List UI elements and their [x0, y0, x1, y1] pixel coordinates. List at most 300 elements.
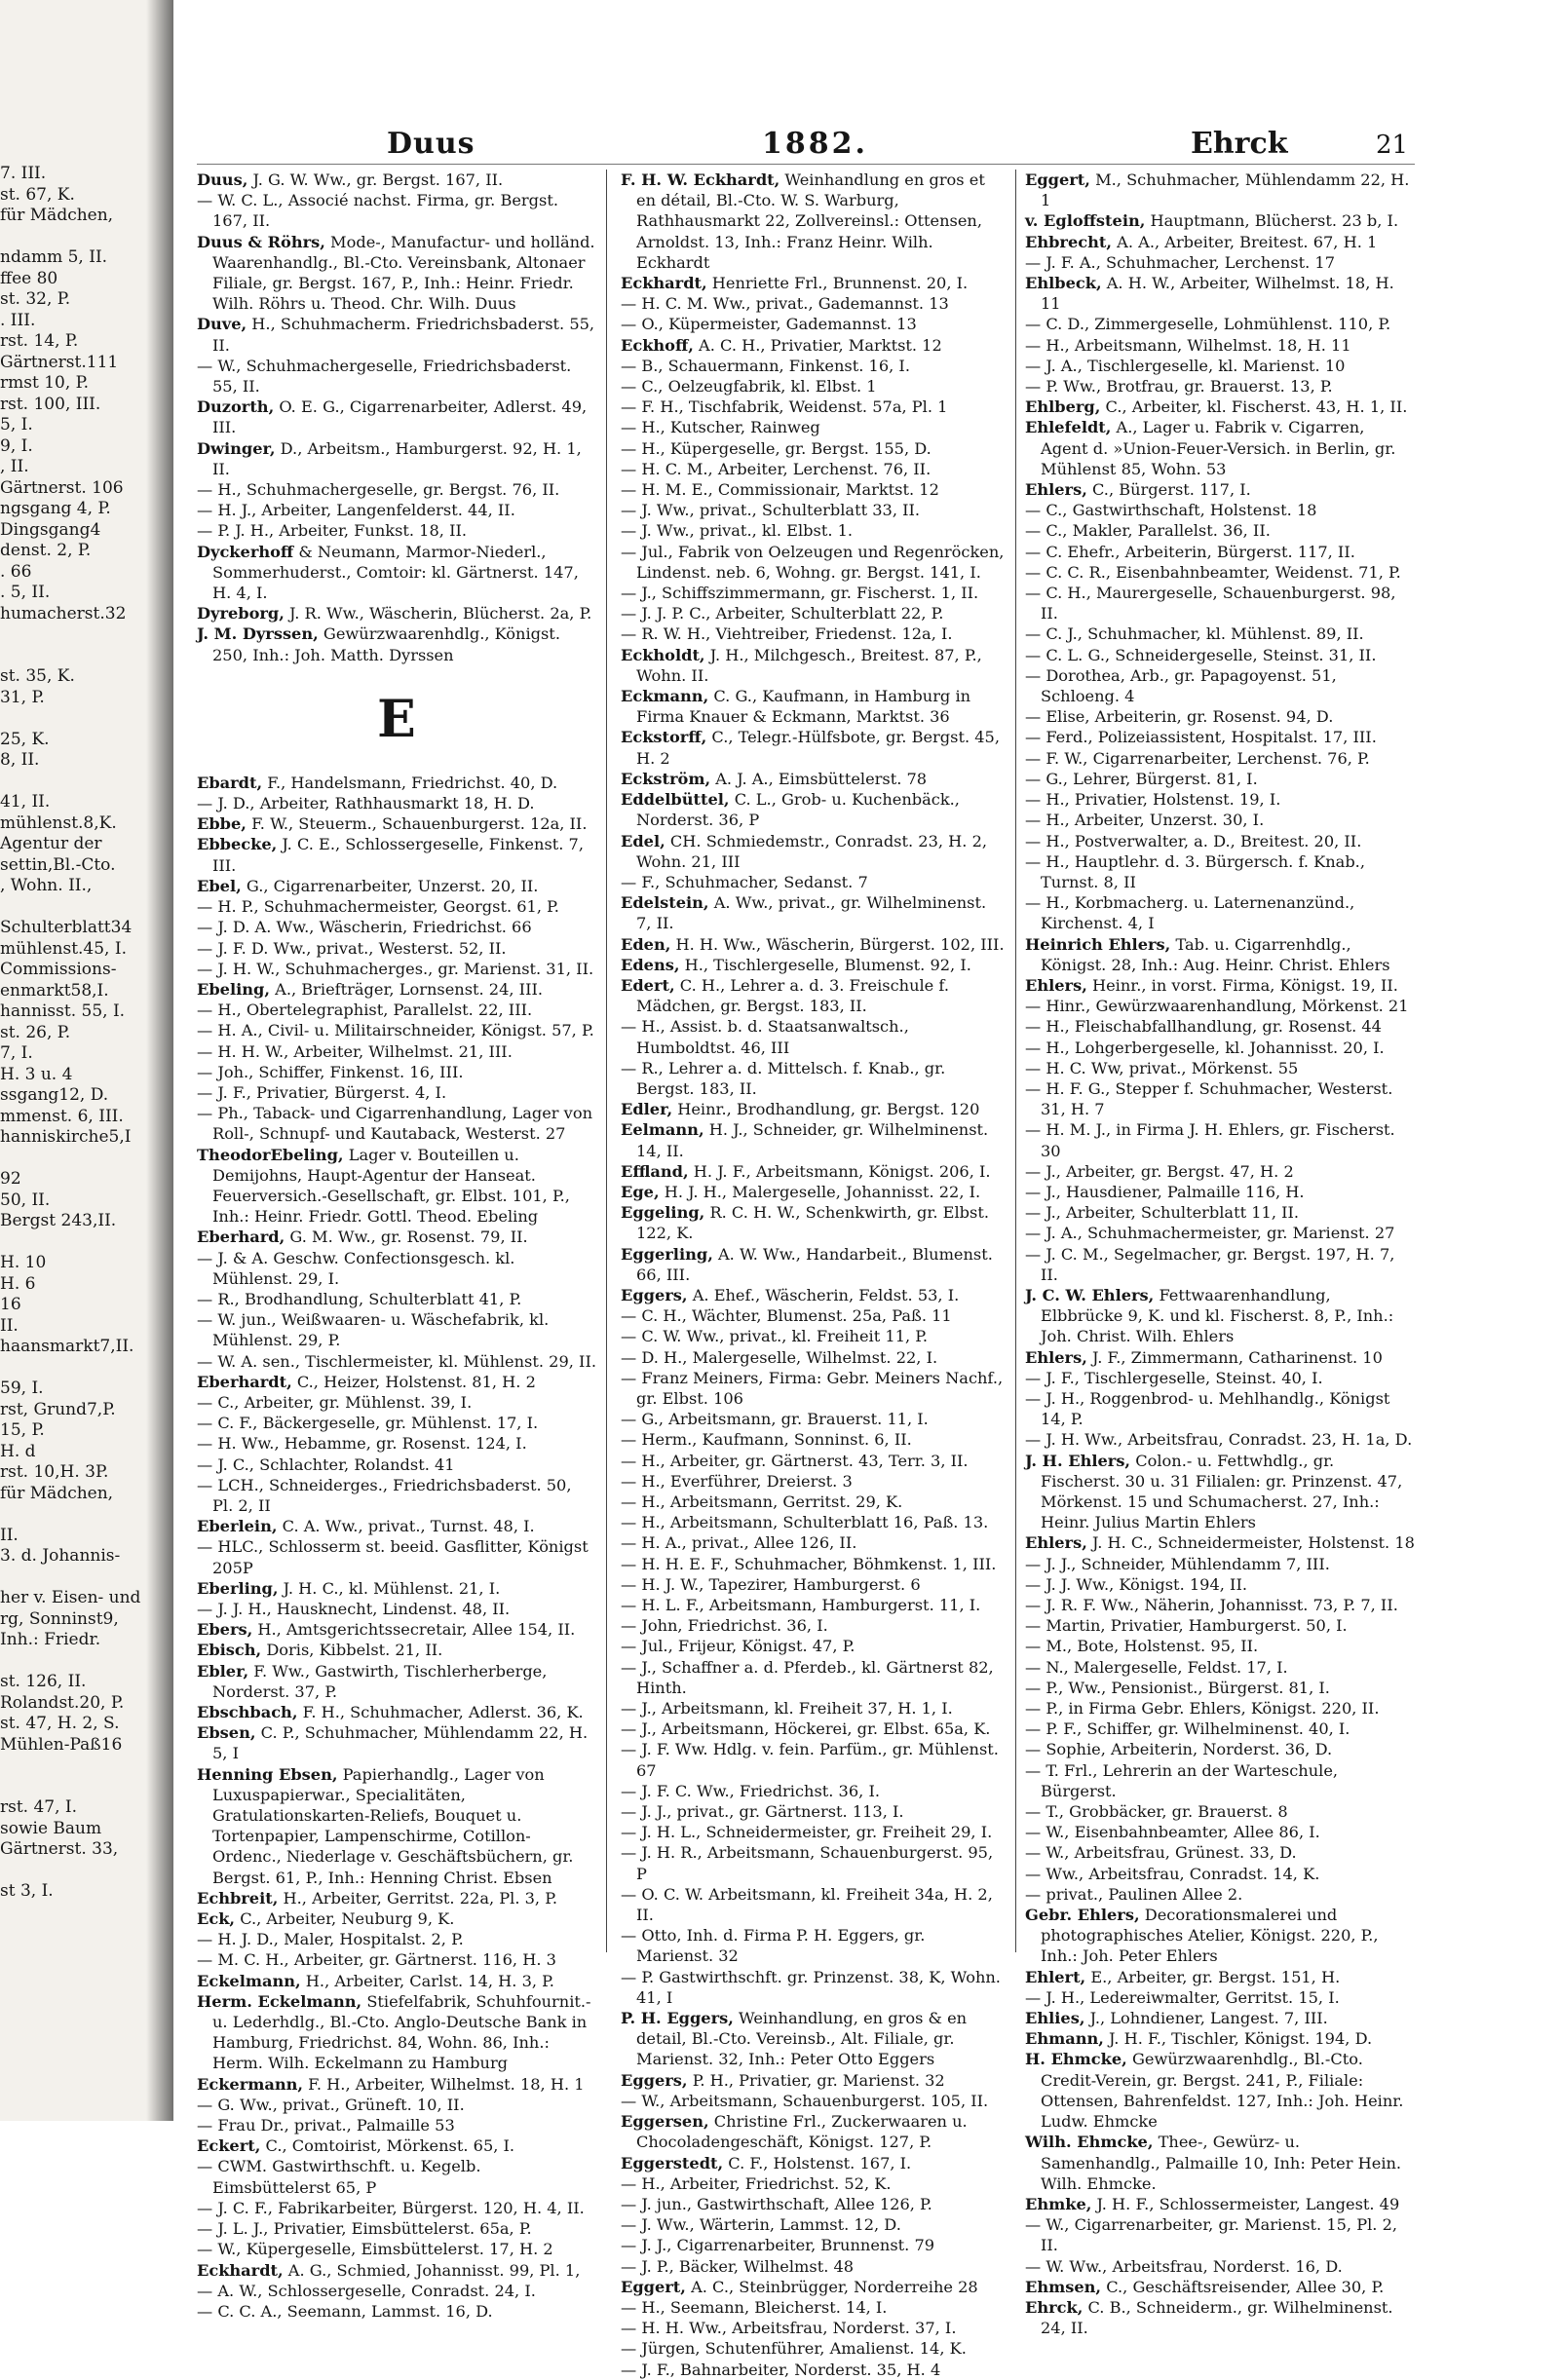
directory-entry: [621, 1099, 1006, 1119]
entry-details: — Ww., Arbeitsfrau, Conradst. 14, K.: [1025, 1864, 1320, 1883]
directory-entry: [197, 1145, 596, 1228]
directory-entry: [197, 2301, 596, 2322]
entry-details: — Jürgen, Schutenführer, Amalienst. 14, K.: [621, 2339, 967, 2359]
directory-entry: [621, 2153, 1006, 2173]
entry-details: — W., Schuhmachergeselle, Friedrichsbaderst. 55, II.: [197, 356, 572, 397]
directory-entry: [197, 1372, 596, 1392]
entry-details: — Martin, Privatier, Hamburgerst. 50, I.: [1025, 1616, 1348, 1636]
entry-details: J., Lohndiener, Langest. 7, III.: [1084, 2009, 1328, 2028]
entry-name: Eckholdt,: [621, 645, 705, 664]
directory-entry: [197, 2115, 596, 2135]
entry-details: — H., Arbeitsmann, Gerritst. 29, K.: [621, 1492, 903, 1511]
entry-details: O. E. G., Cigarrenarbeiter, Adlerst. 49, III.: [212, 397, 588, 437]
facing-page-line: 16: [0, 1295, 21, 1314]
directory-entry: [1025, 934, 1415, 975]
entry-details: — P., in Firma Gebr. Ehlers, Königst. 220, II.: [1025, 1699, 1380, 1719]
directory-entry: [621, 1554, 1006, 1574]
entry-name: Ebschbach,: [197, 1703, 298, 1722]
book-spine-shadow: [146, 0, 173, 2121]
entry-details: A. A., Arbeiter, Breitest. 67, H. 1: [1112, 232, 1378, 251]
entry-name: Eckhoff,: [621, 335, 694, 355]
directory-page: [177, 127, 1415, 2379]
facing-page-line: rg, Sonninst9,: [0, 1608, 119, 1629]
directory-entry: [197, 1309, 596, 1350]
directory-entry: [621, 831, 1006, 872]
entry-details: — Frau Dr., privat., Palmaille 53: [197, 2116, 455, 2135]
directory-entry: [1025, 748, 1415, 769]
directory-entry: [1025, 1884, 1415, 1905]
directory-entry: [1025, 1388, 1415, 1429]
entry-details: — Franz Meiners, Firma: Gebr. Meiners Nachf., gr. Elbst. 106: [621, 1368, 1004, 1408]
entry-details: — H., Obertelegraphist, Parallelst. 22, III.: [197, 1001, 533, 1020]
directory-entry: [621, 1822, 1006, 1842]
directory-entry: [621, 603, 1006, 623]
entry-details: H., Schuhmacherm. Friedrichsbaderst. 55, II.: [212, 315, 595, 355]
directory-entry: [1025, 2132, 1415, 2194]
entry-details: — W. jun., Weißwaaren- u. Wäschefabrik, kl. Mühlenst. 29, P.: [197, 1310, 550, 1350]
entry-name: Edert,: [621, 975, 675, 995]
directory-entry: [621, 1532, 1006, 1553]
facing-page-line: ffee 80: [0, 268, 58, 288]
directory-entry: [621, 335, 1006, 356]
entry-name: Gebr. Ehlers,: [1025, 1906, 1140, 1925]
entry-details: J. H. C., Schneidermeister, Holstenst. 18: [1086, 1533, 1415, 1553]
directory-entry: [197, 190, 596, 231]
entry-details: — C. W. Ww., privat., kl. Freiheit 11, P.: [621, 1327, 929, 1346]
entry-details: — R., Lehrer a. d. Mittelsch. f. Knab., gr. Bergst. 183, II.: [621, 1058, 946, 1098]
directory-entry: [197, 1454, 596, 1475]
directory-entry: [621, 1058, 1006, 1099]
entry-details: — J. H. Ww., Arbeitsfrau, Conradst. 23, H. 1a, D.: [1025, 1430, 1413, 1450]
directory-entry: [621, 1326, 1006, 1346]
directory-entry: [197, 2156, 596, 2197]
entry-name: Ege,: [621, 1182, 660, 1201]
entry-details: — J. C., Schlachter, Rolandst. 41: [197, 1454, 455, 1474]
entry-details: — J. J., privat., gr. Gärtnerst. 113, I.: [621, 1802, 904, 1822]
entry-details: — CWM. Gastwirthschft. u. Kegelb. Eimsbüttelerst 65, P: [197, 2157, 481, 2197]
entry-details: — A. W., Schlossergeselle, Conradst. 24, I.: [197, 2281, 536, 2300]
entry-details: — W. C. L., Associé nachst. Firma, gr. Bergst. 167, II.: [197, 191, 558, 231]
entry-details: — J. J. P. C., Arbeiter, Schulterblatt 22, P.: [621, 604, 944, 623]
page-number: 21: [1376, 131, 1409, 160]
entry-details: H. H. Ww., Wäscherin, Bürgerst. 102, III.: [670, 934, 1005, 954]
directory-entry: [621, 1925, 1006, 1966]
directory-entry: [197, 959, 596, 979]
directory-entry: [1025, 1429, 1415, 1450]
facing-page-line: für Mädchen,: [0, 206, 114, 225]
entry-details: Christine Frl., Zuckerwaaren u. Chocoladengeschäft, Königst. 127, P.: [636, 2112, 968, 2152]
facing-page-line: [0, 1149, 146, 1170]
entry-details: — Jul., Fabrik von Oelzeugen und Regenröcken, Lindenst. neb. 6, Wohng. gr. Bergst. 141, I.: [621, 542, 1005, 582]
facing-page-line: mühlenst.8,K.: [0, 812, 117, 833]
directory-entry: [1025, 831, 1415, 851]
facing-page-line: [0, 708, 146, 730]
header-year: 1882.: [762, 127, 868, 161]
directory-entry: [197, 479, 596, 500]
directory-entry: [197, 1103, 596, 1144]
entry-details: Heinr., Brodhandlung, gr. Bergst. 120: [672, 1100, 980, 1119]
entry-details: Lager v. Bouteillen u. Demijohns, Haupt-Agentur der Hanseat. Feuerversich.-Gesellschaft, gr. Elbst. 101, P., Inh.: Heinr. Friedr. Gottl. Theod. Ebeling: [212, 1145, 570, 1227]
entry-name: Eggersen,: [621, 2112, 709, 2132]
entry-name: Ehlers,: [1025, 1347, 1087, 1367]
entry-name: Ehmke,: [1025, 2194, 1092, 2213]
entry-details: J. H. F., Tischler, Königst. 194, D.: [1103, 2029, 1373, 2049]
facing-page-line: [0, 1232, 146, 1254]
directory-entry: [197, 1929, 596, 1949]
directory-entry: [1025, 232, 1415, 252]
entry-details: — H. H. Ww., Arbeitsfrau, Norderst. 37, I.: [621, 2319, 957, 2338]
entry-details: — R., Brodhandlung, Schulterblatt 41, P.: [197, 1289, 522, 1308]
directory-entry: [621, 1512, 1006, 1532]
facing-page-line: II.: [0, 1315, 19, 1336]
entry-name: J. C. W. Ehlers,: [1025, 1285, 1155, 1304]
entry-name: Eggers,: [621, 2070, 688, 2090]
directory-entry: [621, 542, 1006, 583]
directory-entry: [1025, 1636, 1415, 1656]
entry-name: Ehlefeldt,: [1025, 418, 1112, 437]
entry-details: C., Arbeiter, kl. Fischerst. 43, H. 1, II.: [1100, 397, 1408, 417]
directory-entry: [197, 1082, 596, 1103]
directory-entry: [621, 1429, 1006, 1450]
entry-details: — H., Korbmacherg. u. Laternenanzünd., Kirchenst. 4, I: [1025, 893, 1355, 933]
directory-entry: [1025, 2277, 1415, 2297]
entry-details: Stiefelfabrik, Schuhfournit.- u. Lederhdlg., Bl.-Cto. Anglo-Deutsche Bank in Hamburg, Friedrichst. 84, Wohn. 86, Inh.: Herm. Wilh. Eckelmann zu Hamburg: [212, 1991, 591, 2073]
directory-entry: [1025, 2256, 1415, 2277]
directory-entry: [197, 1041, 596, 1062]
entry-details: — C., Oelzeugfabrik, kl. Elbst. 1: [621, 377, 877, 397]
facing-page-line: rst. 10,H. 3P.: [0, 1462, 109, 1482]
directory-entry: [197, 1971, 596, 1991]
directory-entry: [1025, 1615, 1415, 1636]
facing-page-line: Commissions-: [0, 960, 117, 979]
directory-entry: [621, 686, 1006, 727]
entry-details: Gewürzwaarenhdlg., Bl.-Cto. Credit-Verein, gr. Bergst. 241, P., Filiale: Ottensen, Bahrenfeldst. 127, Inh.: Joh. Heinr. Ludw. Ehmcke: [1041, 2050, 1404, 2132]
directory-entry: [1025, 623, 1415, 644]
directory-entry: [197, 1227, 596, 1247]
entry-name: Effland,: [621, 1161, 689, 1181]
directory-entry: [197, 623, 596, 664]
entry-name: Edel,: [621, 831, 665, 850]
entry-name: Ehmann,: [1025, 2029, 1104, 2049]
directory-entry: [1025, 1119, 1415, 1160]
facing-page-line: rst. 47, I.: [0, 1797, 78, 1817]
directory-entry: [1025, 1864, 1415, 1884]
entry-details: G., Cigarrenarbeiter, Unzerst. 20, II.: [241, 876, 539, 895]
entry-details: J. H. F., Schlossermeister, Langest. 49: [1091, 2194, 1400, 2213]
directory-entry: [621, 2070, 1006, 2091]
directory-entry: [621, 1244, 1006, 1285]
facing-page-line: hannisst. 55, I.: [0, 1001, 126, 1021]
facing-page-line: 8, II.: [0, 750, 40, 770]
entry-details: — H., Lohgerbergeselle, kl. Johannisst. 20, I.: [1025, 1038, 1385, 1057]
directory-entry: [621, 500, 1006, 520]
facing-page-line: rst. 100, III.: [0, 394, 101, 414]
directory-entry: [197, 232, 596, 315]
directory-entry: [621, 1698, 1006, 1719]
entry-details: — J. J. H., Hausknecht, Lindenst. 48, II.: [197, 1600, 511, 1618]
entry-details: — LCH., Schneiderges., Friedrichsbaderst. 50, Pl. 2, II: [197, 1475, 572, 1515]
directory-entry: [1025, 252, 1415, 273]
directory-entry: [1025, 1223, 1415, 1243]
directory-entry: [621, 356, 1006, 376]
directory-entry: [1025, 665, 1415, 706]
facing-page-line: mühlenst.45, I.: [0, 938, 127, 959]
entry-details: — H., Arbeiter, Friedrichst. 52, K.: [621, 2173, 892, 2193]
directory-entry: [621, 872, 1006, 892]
entry-details: — C. F., Bäckergeselle, gr. Mühlenst. 17, I.: [197, 1414, 539, 1433]
facing-page-line: [0, 1651, 146, 1673]
directory-entry: [621, 438, 1006, 459]
directory-entry: [1025, 1719, 1415, 1739]
entry-details: J. G. W. Ww., gr. Bergst. 167, II.: [247, 170, 504, 189]
entry-details: F. W., Steuerm., Schauenburgerst. 12a, II.: [246, 814, 588, 834]
directory-entry: [197, 1248, 596, 1289]
directory-entry: [197, 938, 596, 959]
entry-name: Eggert,: [621, 2277, 686, 2296]
directory-entry: [1025, 583, 1415, 623]
facing-page-line: [0, 897, 146, 919]
directory-entry: [1025, 520, 1415, 541]
directory-entry: [1025, 810, 1415, 830]
entry-name: Duzorth,: [197, 397, 275, 417]
directory-entry: [197, 1764, 596, 1888]
directory-entry: [621, 727, 1006, 768]
entry-details: — H. M. J., in Firma J. H. Ehlers, gr. Fischerst. 30: [1025, 1120, 1395, 1160]
entry-name: F. H. W. Eckhardt,: [621, 170, 780, 189]
entry-details: — C. C. A., Seemann, Lammst. 16, D.: [197, 2301, 493, 2321]
entry-name: Henning Ebsen,: [197, 1764, 338, 1784]
facing-page-line: ssgang12, D.: [0, 1085, 109, 1105]
facing-page-line: [0, 1358, 146, 1379]
directory-entry: [197, 1619, 596, 1640]
facing-page-line: rst. 14, P.: [0, 331, 79, 351]
directory-entry: [1025, 376, 1415, 397]
facing-page-line: 41, II.: [0, 792, 51, 812]
entry-details: — W., Arbeitsmann, Schauenburgerst. 105, II.: [621, 2091, 989, 2110]
facing-page-line: st. 26, P.: [0, 1022, 71, 1042]
entry-name: Ehlers,: [1025, 480, 1087, 500]
entry-name: Eckhardt,: [197, 2260, 284, 2280]
entry-details: — J. F. C. Ww., Friedrichst. 36, I.: [621, 1781, 880, 1800]
directory-entry: [1025, 706, 1415, 727]
facing-page-line: [0, 227, 146, 248]
entry-details: — H., Everführer, Dreierst. 3: [621, 1471, 853, 1491]
entry-details: — W., Küpergeselle, Eimsbüttelerst. 17, H. 2: [197, 2240, 553, 2259]
directory-entry: [197, 1516, 596, 1536]
directory-entry: [1025, 1161, 1415, 1182]
facing-page-line: 9, I.: [0, 435, 33, 456]
facing-page-line: 92: [0, 1169, 21, 1189]
entry-details: A. J. A., Eimsbüttelerst. 78: [710, 769, 928, 788]
entry-name: Dyreborg,: [197, 604, 285, 623]
facing-page-line: 15, P.: [0, 1420, 45, 1440]
entry-details: — J., Arbeiter, Schulterblatt 11, II.: [1025, 1203, 1300, 1223]
entry-details: Tab. u. Cigarrenhdlg., Königst. 28, Inh.: Aug. Heinr. Christ. Ehlers: [1041, 934, 1390, 974]
directory-entry: [621, 955, 1006, 975]
directory-entry: [1025, 1285, 1415, 1347]
entry-name: Duus & Röhrs,: [197, 232, 325, 251]
directory-entry: [621, 520, 1006, 541]
facing-page-line: st 3, I.: [0, 1881, 54, 1901]
entry-details: F. H., Arbeiter, Wilhelmst. 18, H. 1: [303, 2074, 585, 2094]
entry-details: — J., Schaffner a. d. Pferdeb., kl. Gärtnerst 82, Hinth.: [621, 1657, 994, 1697]
entry-details: — J. J., Cigarrenarbeiter, Brunnenst. 79: [621, 2236, 935, 2255]
facing-page-line: Gärtnerst.111: [0, 352, 119, 372]
facing-page-line: 7. III.: [0, 164, 47, 183]
entry-details: C. P., Schuhmacher, Mühlendamm 22, H. 5, I: [212, 1723, 589, 1763]
directory-entry: [621, 1285, 1006, 1305]
directory-entry: [1025, 1532, 1415, 1553]
entry-details: — C. H., Maurergeselle, Schauenburgerst. 98, II.: [1025, 584, 1396, 623]
entry-name: Ehmsen,: [1025, 2277, 1102, 2296]
directory-entry: [621, 1471, 1006, 1492]
directory-entry: [621, 1595, 1006, 1615]
entry-details: A. H. W., Arbeiter, Wilhelmst. 18, H. 11: [1041, 274, 1394, 314]
header-right-catchword: Ehrck: [1191, 127, 1288, 161]
entry-details: — H., Assist. b. d. Staatsanwaltsch., Humboldtst. 46, III: [621, 1017, 909, 1057]
entry-details: — W., Cigarrenarbeiter, gr. Marienst. 15, Pl. 2, II.: [1025, 2215, 1398, 2255]
entry-details: — H., Arbeiter, Unzerst. 30, I.: [1025, 811, 1265, 830]
entry-details: Fettwaarenhandlung, Elbbrücke 9, K. und kl. Fischerst. 8, P., Inh.: Joh. Christ. Wilh. Ehlers: [1041, 1285, 1394, 1346]
entry-name: Eden,: [621, 934, 671, 954]
entry-details: — H. C. M., Arbeiter, Lerchenst. 76, II.: [621, 459, 932, 478]
entry-details: — Ph., Taback- und Cigarrenhandlung, Lager von Roll-, Schnupf- und Kautaback, Westerst. 27: [197, 1104, 592, 1144]
entry-details: — W., Arbeitsfrau, Grünest. 33, D.: [1025, 1843, 1297, 1863]
entry-details: M., Schuhmacher, Mühlendamm 22, H. 1: [1041, 170, 1410, 210]
facing-page-line: Bergst 243,II.: [0, 1211, 117, 1230]
entry-details: Hauptmann, Blücherst. 23 b, I.: [1145, 211, 1399, 231]
directory-entry: [621, 1368, 1006, 1409]
entry-details: — Joh., Schiffer, Finkenst. 16, III.: [197, 1062, 464, 1081]
entry-name: Eckert,: [197, 2136, 261, 2156]
facing-page-line: st. 47, H. 2, S.: [0, 1714, 120, 1733]
entry-details: Thee-, Gewürz- u. Samenhandlg., Palmaille 10, Inh: Peter Hein. Wilh. Ehmcke.: [1041, 2133, 1402, 2193]
entry-details: — J. H., Roggenbrod- u. Mehlhandlg., Königst 14, P.: [1025, 1388, 1390, 1429]
directory-entry: [1025, 996, 1415, 1016]
entry-details: — P. F., Schiffer, gr. Wilhelminenst. 40, I.: [1025, 1719, 1350, 1739]
directory-entry: [197, 876, 596, 896]
facing-page-line: [0, 1504, 146, 1526]
directory-entry: [1025, 1016, 1415, 1037]
directory-entry: [197, 2281, 596, 2301]
entry-details: — H. C. M. Ww., privat., Gademannst. 13: [621, 294, 949, 314]
facing-page-line: 50, II.: [0, 1190, 51, 1210]
entry-name: Echbreit,: [197, 1888, 279, 1908]
entry-details: — C., Gastwirthschaft, Holstenst. 18: [1025, 501, 1317, 520]
directory-entry: [1025, 335, 1415, 356]
entry-details: — Hinr., Gewürzwaarenhandlung, Mörkenst. 21: [1025, 997, 1409, 1016]
entry-details: — H. F. G., Stepper f. Schuhmacher, Westerst. 31, H. 7: [1025, 1078, 1393, 1119]
entry-name: Eckström,: [621, 769, 711, 788]
entry-details: — T. Frl., Lehrerin an der Warteschule, Bürgerst.: [1025, 1760, 1339, 1800]
facing-page-line: ngsgang 4, P.: [0, 499, 111, 518]
entry-details: — H., Küpergeselle, gr. Bergst. 155, D.: [621, 438, 932, 458]
directory-entry: [621, 1492, 1006, 1512]
directory-entry: [197, 1536, 596, 1577]
entry-name: Wilh. Ehmcke,: [1025, 2133, 1154, 2152]
entry-details: — J. C. M., Segelmacher, gr. Bergst. 197, H. 7, II.: [1025, 1244, 1395, 1284]
entry-details: — privat., Paulinen Allee 2.: [1025, 1884, 1243, 1904]
entry-name: J. H. Ehlers,: [1025, 1451, 1131, 1470]
directory-entry: [621, 1636, 1006, 1656]
directory-entry: [197, 917, 596, 937]
entry-name: Eckelmann,: [197, 1971, 301, 1990]
directory-entry: [197, 1599, 596, 1619]
facing-page-line: H. 3 u. 4: [0, 1064, 73, 1084]
entry-details: — J. F. D. Ww., privat., Westerst. 52, II.: [197, 938, 507, 958]
entry-name: Ebbecke,: [197, 835, 278, 854]
directory-entry: [621, 2008, 1006, 2070]
directory-entry: [621, 975, 1006, 1016]
entry-details: — O., Küpermeister, Gademannst. 13: [621, 315, 917, 334]
entry-name: Ebbe,: [197, 814, 247, 834]
entry-details: — J. D. A. Ww., Wäscherin, Friedrichst. 66: [197, 918, 532, 937]
entry-details: — J. Ww., privat., Schulterblatt 33, II.: [621, 501, 921, 520]
entry-details: A. C., Steinbrügger, Norderreihe 28: [685, 2277, 978, 2296]
facing-page-line: Dingsgang4: [0, 519, 101, 540]
directory-entry: [1025, 542, 1415, 562]
entry-details: — H. M. E., Commissionair, Marktst. 12: [621, 480, 939, 500]
directory-entry: [1025, 1078, 1415, 1119]
facing-page-line: , II.: [0, 457, 29, 476]
entry-details: — M., Bote, Holstenst. 95, II.: [1025, 1637, 1259, 1656]
directory-entry: [1025, 1574, 1415, 1595]
entry-name: Ebler,: [197, 1661, 249, 1681]
facing-page-line: Agentur der: [0, 834, 102, 853]
entry-details: — J. H., Ledereiwmalter, Gerritst. 15, I.: [1025, 1987, 1340, 2007]
entry-name: Eggert,: [1025, 170, 1090, 189]
facing-page-line: . 66: [0, 561, 32, 582]
entry-details: — C. C. R., Eisenbahnbeamter, Weidenst. 71, P.: [1025, 562, 1401, 582]
entry-details: — F. W., Cigarrenarbeiter, Lerchenst. 76, P.: [1025, 748, 1370, 768]
directory-entry: [621, 2256, 1006, 2277]
facing-page-line: H. 10: [0, 1253, 47, 1272]
entry-name: Eberling,: [197, 1578, 279, 1598]
entry-details: — Sophie, Arbeiterin, Norderst. 36, D.: [1025, 1740, 1333, 1759]
entry-name: Dyckerhoff: [197, 542, 294, 561]
entry-details: R. C. H. W., Schenkwirth, gr. Elbst. 122, K.: [636, 1203, 989, 1243]
entry-details: H., Amtsgerichtssecretair, Allee 154, II.: [252, 1620, 576, 1640]
directory-entry: [621, 2111, 1006, 2152]
facing-page-line: Gärtnerst. 106: [0, 477, 124, 498]
directory-entry: [621, 1347, 1006, 1368]
facing-page-line: [0, 1756, 146, 1777]
page-header: [177, 127, 1415, 170]
entry-name: Eberlein,: [197, 1517, 278, 1536]
entry-details: — J. H. W., Schuhmacherges., gr. Marienst. 31, II.: [197, 959, 594, 978]
entry-details: C., Geschäftsreisender, Allee 30, P.: [1101, 2277, 1385, 2296]
directory-entry: [621, 1781, 1006, 1801]
entry-details: C., Bürgerst. 117, I.: [1086, 480, 1251, 500]
directory-entry: [197, 1433, 596, 1454]
directory-entry: [621, 2091, 1006, 2111]
directory-entry: [1025, 727, 1415, 747]
entry-details: — C. Ehefr., Arbeiterin, Bürgerst. 117, II.: [1025, 542, 1355, 561]
directory-entry: [621, 417, 1006, 437]
facing-page-line: [0, 1777, 146, 1798]
entry-details: — J. Ww., privat., kl. Elbst. 1.: [621, 521, 854, 541]
entry-name: Eckmann,: [621, 687, 709, 706]
directory-entry: [197, 1062, 596, 1082]
entry-details: — H. Ww., Hebamme, gr. Rosenst. 124, I.: [197, 1434, 527, 1454]
entry-details: C., Telegr.-Hülfsbote, gr. Bergst. 45, H. 2: [636, 728, 1000, 768]
entry-details: — G., Lehrer, Bürgerst. 81, I.: [1025, 769, 1258, 788]
entry-details: — J. A., Tischlergeselle, kl. Marienst. 10: [1025, 356, 1346, 375]
entry-details: C., Comtoirist, Mörkenst. 65, I.: [260, 2136, 515, 2156]
entry-details: — D. H., Malergeselle, Wilhelmst. 22, I.: [621, 1347, 938, 1367]
entry-details: — C. D., Zimmergeselle, Lohmühlenst. 110, P.: [1025, 315, 1391, 334]
directory-entry: [197, 1289, 596, 1309]
